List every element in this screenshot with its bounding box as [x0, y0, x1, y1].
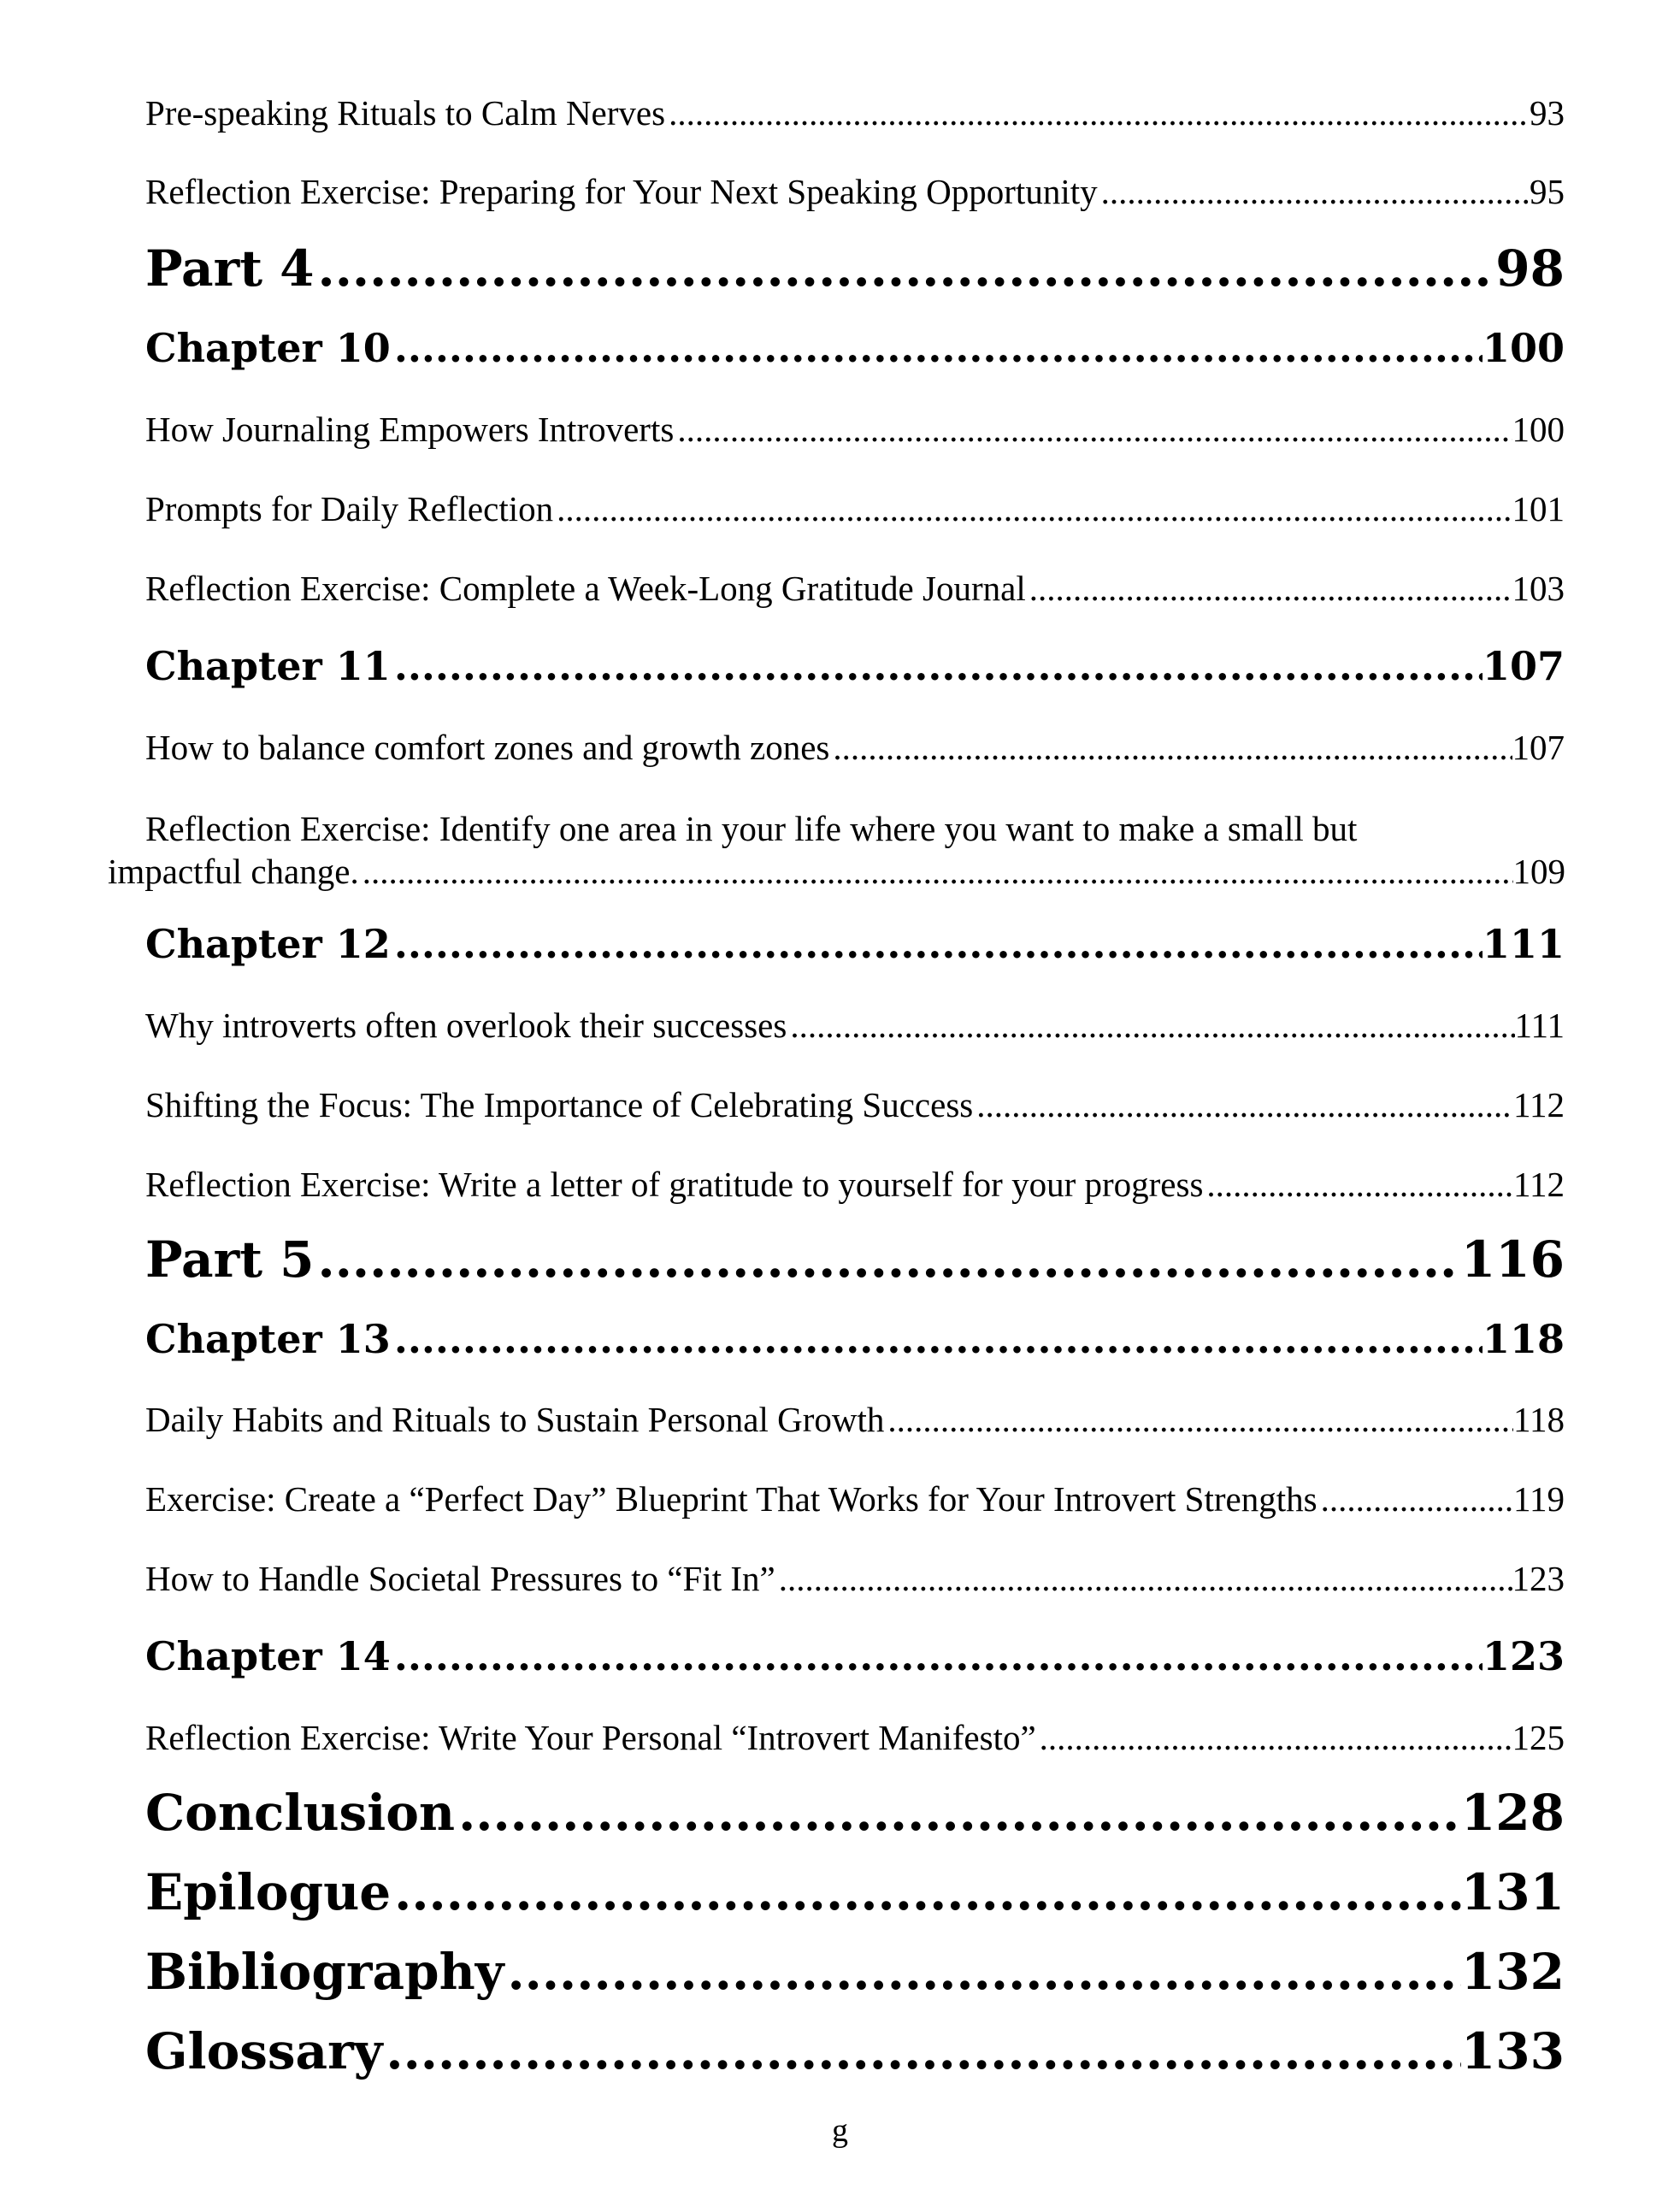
dot-leader: [1317, 1478, 1513, 1519]
dot-leader: [391, 325, 1483, 371]
toc-entry-overlook-successes[interactable]: [145, 1005, 1565, 1046]
toc-entry-chapter-10[interactable]: [145, 325, 1565, 371]
toc-entry-title: How to balance comfort zones and growth zones: [145, 728, 830, 767]
dot-leader: [455, 1784, 1461, 1842]
toc-entry-title: Glossary: [145, 2022, 383, 2080]
toc-entry-title: Chapter 12: [145, 921, 391, 967]
toc-entry-part-5[interactable]: [145, 1230, 1565, 1289]
dot-leader: [391, 1316, 1483, 1362]
dot-leader: [359, 850, 1513, 893]
toc-entry-title: How to Handle Societal Pressures to “Fit In”: [145, 1559, 775, 1598]
toc-entry-celebrating-success[interactable]: [145, 1084, 1565, 1125]
toc-entry-societal-pressures[interactable]: [145, 1558, 1565, 1599]
dot-leader: [315, 1230, 1461, 1289]
toc-entry-page: 116: [1460, 1230, 1565, 1289]
toc-entry-page: 103: [1512, 569, 1565, 608]
toc-entry-title: Reflection Exercise: Write Your Personal “Introvert Manifesto”: [145, 1718, 1036, 1757]
toc-entry-title: Chapter 14: [145, 1633, 391, 1679]
dot-leader: [829, 727, 1512, 768]
toc-entry-title: Reflection Exercise: Preparing for Your Next Speaking Opportunity: [145, 172, 1098, 211]
toc-entry-page: 128: [1460, 1784, 1565, 1842]
toc-entry-chapter-14[interactable]: [145, 1633, 1565, 1679]
toc-entry-page: 95: [1530, 172, 1565, 211]
toc-entry-title: Reflection Exercise: Complete a Week-Long Gratitude Journal: [145, 569, 1026, 608]
toc-entry-page: 118: [1513, 1400, 1565, 1439]
toc-entry-title: How Journaling Empowers Introverts: [145, 410, 675, 449]
toc-entry-page: 123: [1482, 1633, 1565, 1679]
toc-entry-title: Prompts for Daily Reflection: [145, 489, 554, 528]
toc-entry-conclusion[interactable]: [145, 1784, 1565, 1842]
dot-leader: [665, 92, 1530, 133]
toc-entry-title: Chapter 10: [145, 325, 391, 371]
toc-entry-page: 123: [1512, 1559, 1565, 1598]
dot-leader: [391, 643, 1483, 689]
toc-entry-page: 112: [1513, 1165, 1565, 1204]
toc-entry-title: Part 4: [145, 239, 315, 298]
dot-leader: [1203, 1164, 1513, 1205]
toc-entry-title: Why introverts often overlook their successes: [145, 1006, 787, 1045]
toc-entry-title: Chapter 11: [145, 643, 391, 689]
toc-entry-page: 111: [1514, 1006, 1565, 1045]
toc-entry-title: Chapter 13: [145, 1316, 391, 1362]
toc-entry-title: Reflection Exercise: Identify one area in your life where you want to make a small but: [145, 809, 1358, 848]
dot-leader: [674, 409, 1512, 450]
toc-entry-glossary[interactable]: [145, 2022, 1565, 2080]
toc-entry-page: 125: [1512, 1718, 1565, 1757]
toc-entry-page: 100: [1482, 325, 1565, 371]
toc-entry-journaling[interactable]: [145, 409, 1565, 450]
toc-entry-chapter-13[interactable]: [145, 1316, 1565, 1362]
dot-leader: [973, 1084, 1513, 1125]
toc-entry-page: 133: [1460, 2022, 1565, 2080]
toc-entry-title: Exercise: Create a “Perfect Day” Blueprint That Works for Your Introvert Strengths: [145, 1479, 1317, 1519]
toc-entry-title: Reflection Exercise: Write a letter of gratitude to yourself for your progress: [145, 1165, 1204, 1204]
dot-leader: [884, 1399, 1513, 1440]
dot-leader: [315, 239, 1496, 298]
dot-leader: [787, 1005, 1514, 1046]
dot-leader: [504, 1943, 1460, 2001]
toc-entry-reflection-speaking[interactable]: [145, 171, 1565, 212]
dot-leader: [391, 921, 1483, 967]
toc-entry-page: 101: [1512, 489, 1565, 528]
toc-entry-title: Epilogue: [145, 1863, 392, 1921]
toc-entry-title: Part 5: [145, 1230, 315, 1289]
toc-entry-title: Shifting the Focus: The Importance of Celebrating Success: [145, 1085, 974, 1124]
dot-leader: [1098, 171, 1530, 212]
toc-entry-pre-speaking-rituals[interactable]: [145, 92, 1565, 133]
toc-entry-page: 131: [1460, 1863, 1565, 1921]
dot-leader: [382, 2022, 1461, 2080]
toc-entry-page: 107: [1482, 643, 1565, 689]
dot-leader: [775, 1558, 1512, 1599]
toc-entry-page: 118: [1482, 1316, 1565, 1362]
toc-entry-page: 107: [1512, 728, 1565, 767]
toc-entry-page: 109: [1512, 852, 1565, 891]
toc-entry-page: 112: [1513, 1085, 1565, 1124]
toc-entry-chapter-12[interactable]: [145, 921, 1565, 967]
dot-leader: [1036, 1717, 1512, 1758]
toc-entry-perfect-day[interactable]: [145, 1478, 1565, 1519]
dot-leader: [1026, 568, 1512, 609]
toc-entry-title: Bibliography: [145, 1943, 504, 2001]
toc-entry-part-4[interactable]: [145, 239, 1565, 298]
dot-leader: [391, 1863, 1461, 1921]
toc-entry-epilogue[interactable]: [145, 1863, 1565, 1921]
toc-entry-bibliography[interactable]: [145, 1943, 1565, 2001]
dot-leader: [391, 1633, 1483, 1679]
toc-entry-page: 93: [1530, 93, 1565, 133]
toc-entry-page: 98: [1495, 239, 1565, 298]
toc-entry-title: Pre-speaking Rituals to Calm Nerves: [145, 93, 666, 133]
page-number: g: [832, 2113, 848, 2149]
toc-entry-chapter-11[interactable]: [145, 643, 1565, 689]
toc-entry-impactful-change[interactable]: [108, 807, 1565, 893]
toc-entry-comfort-zones[interactable]: [145, 727, 1565, 768]
toc-entry-page: 132: [1460, 1943, 1565, 2001]
toc-entry-page: 119: [1513, 1479, 1565, 1519]
toc-entry-gratitude-journal[interactable]: [145, 568, 1565, 609]
toc-entry-daily-habits[interactable]: [145, 1399, 1565, 1440]
dot-leader: [553, 488, 1512, 529]
toc-entry-title-continued: impactful change.: [108, 852, 359, 891]
toc-entry-title: Daily Habits and Rituals to Sustain Personal Growth: [145, 1400, 885, 1439]
toc-entry-introvert-manifesto[interactable]: [145, 1717, 1565, 1758]
toc-entry-page: 100: [1512, 410, 1565, 449]
toc-entry-title: Conclusion: [145, 1784, 456, 1842]
toc-entry-page: 111: [1482, 921, 1565, 967]
toc-entry-prompts[interactable]: [145, 488, 1565, 529]
toc-entry-letter-of-gratitude[interactable]: [145, 1164, 1565, 1205]
